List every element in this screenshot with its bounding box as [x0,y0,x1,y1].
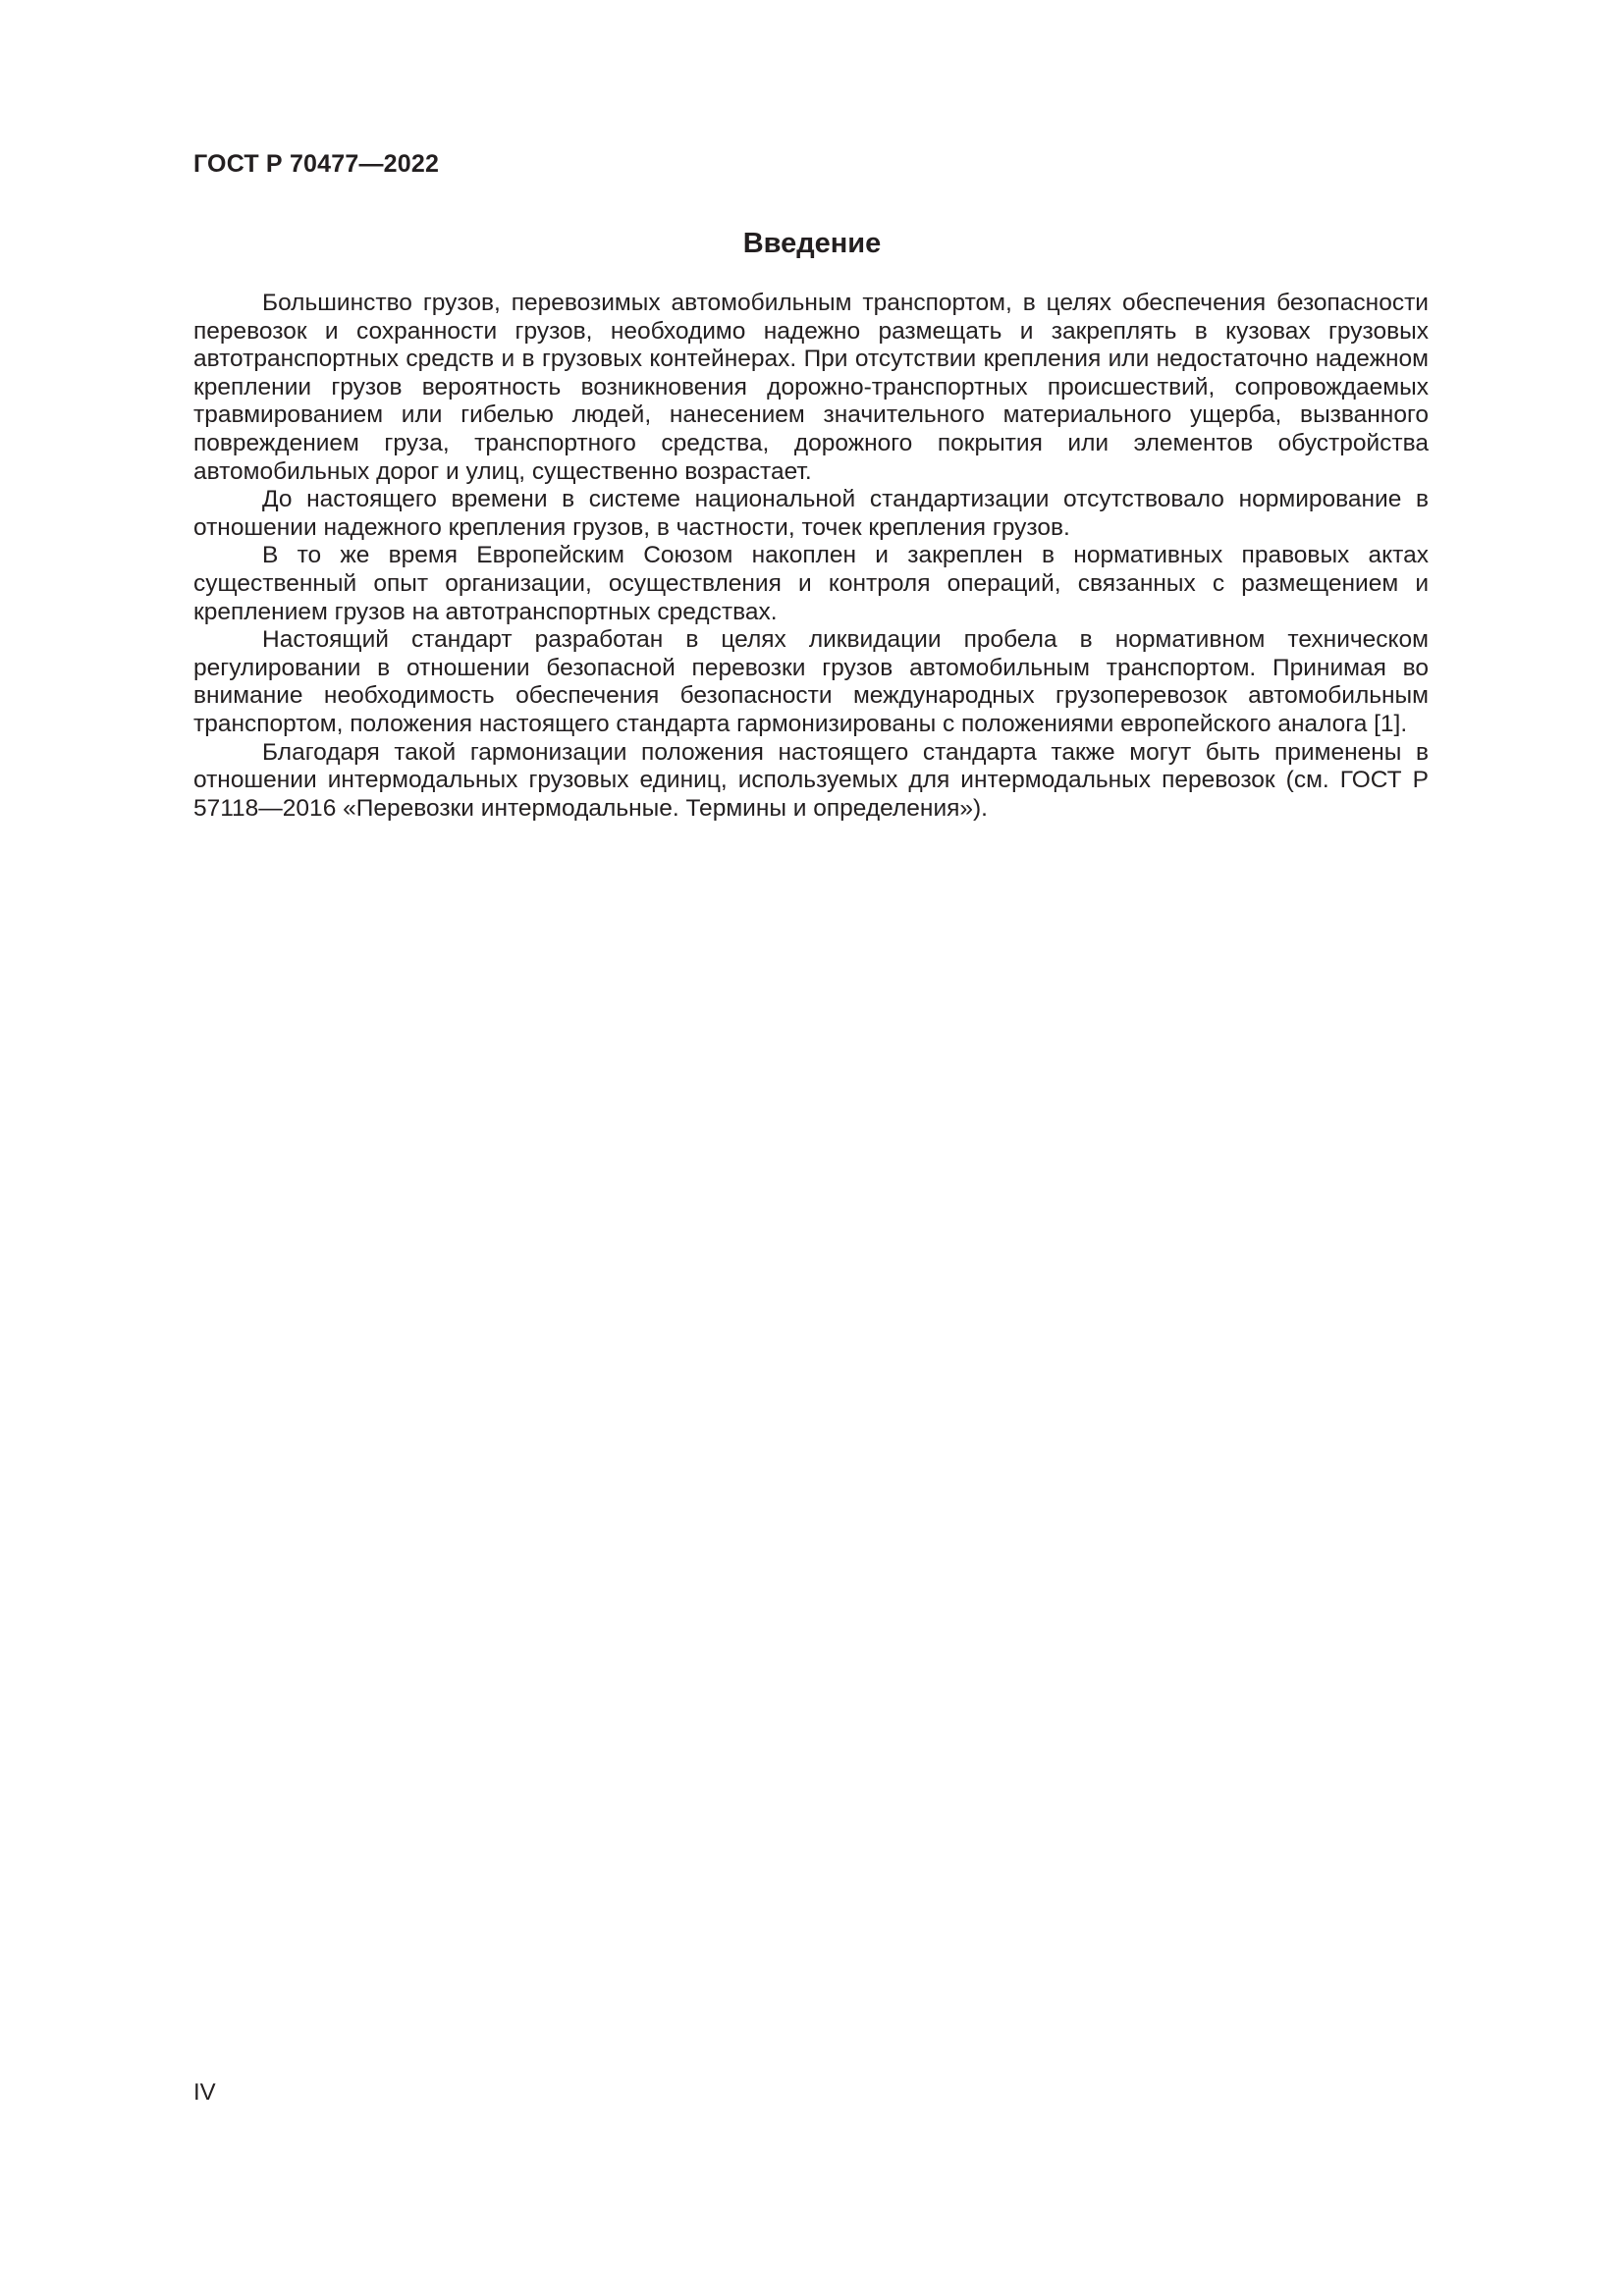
document-code-header: ГОСТ Р 70477—2022 [193,150,440,178]
section-title: Введение [742,228,882,259]
paragraph: Большинство грузов, перевозимых автомобильным транспортом, в целях обеспечения безопасности перевозок и сохранности грузов, необходимо надежно размещать и закреплять в кузовах грузовых автотранспортных средств и в грузовых контейнерах. При отсутствии крепления или недостаточно надежном креплении грузов вероятность возникновения дорожно-транспортных происшествий, сопровождаемых травмированием или гибелью людей, нанесением значительного материального ущерба, вызванного повреждением груза, транспортного средства, дорожного покрытия или элементов обустройства автомобильных дорог и улиц, существенно возрастает. [193,290,1429,485]
paragraph: В то же время Европейским Союзом накоплен и закреплен в нормативных правовых актах существенный опыт организации, осуществления и контроля операций, связанных с размещением и креплением грузов на автотранспортных средствах. [193,542,1429,625]
page-number: IV [193,2079,216,2106]
paragraph: Настоящий стандарт разработан в целях ликвидации пробела в нормативном техническом регулировании в отношении безопасной перевозки грузов автомобильным транспортом. Принимая во внимание необходимость обеспечения безопасности международных грузоперевозок автомобильным транспортом, положения настоящего стандарта гармонизированы с положениями европейского аналога [1]. [193,626,1429,737]
introduction-body [193,290,1429,823]
paragraph: До настоящего времени в системе национальной стандартизации отсутствовало нормирование в отношении надежного крепления грузов, в частности, точек крепления грузов. [193,486,1429,541]
paragraph: Благодаря такой гармонизации положения настоящего стандарта также могут быть применены в отношении интермодальных грузовых единиц, используемых для интермодальных перевозок (см. ГОСТ Р 57118—2016 «Перевозки интермодальные. Термины и определения»). [193,738,1429,822]
